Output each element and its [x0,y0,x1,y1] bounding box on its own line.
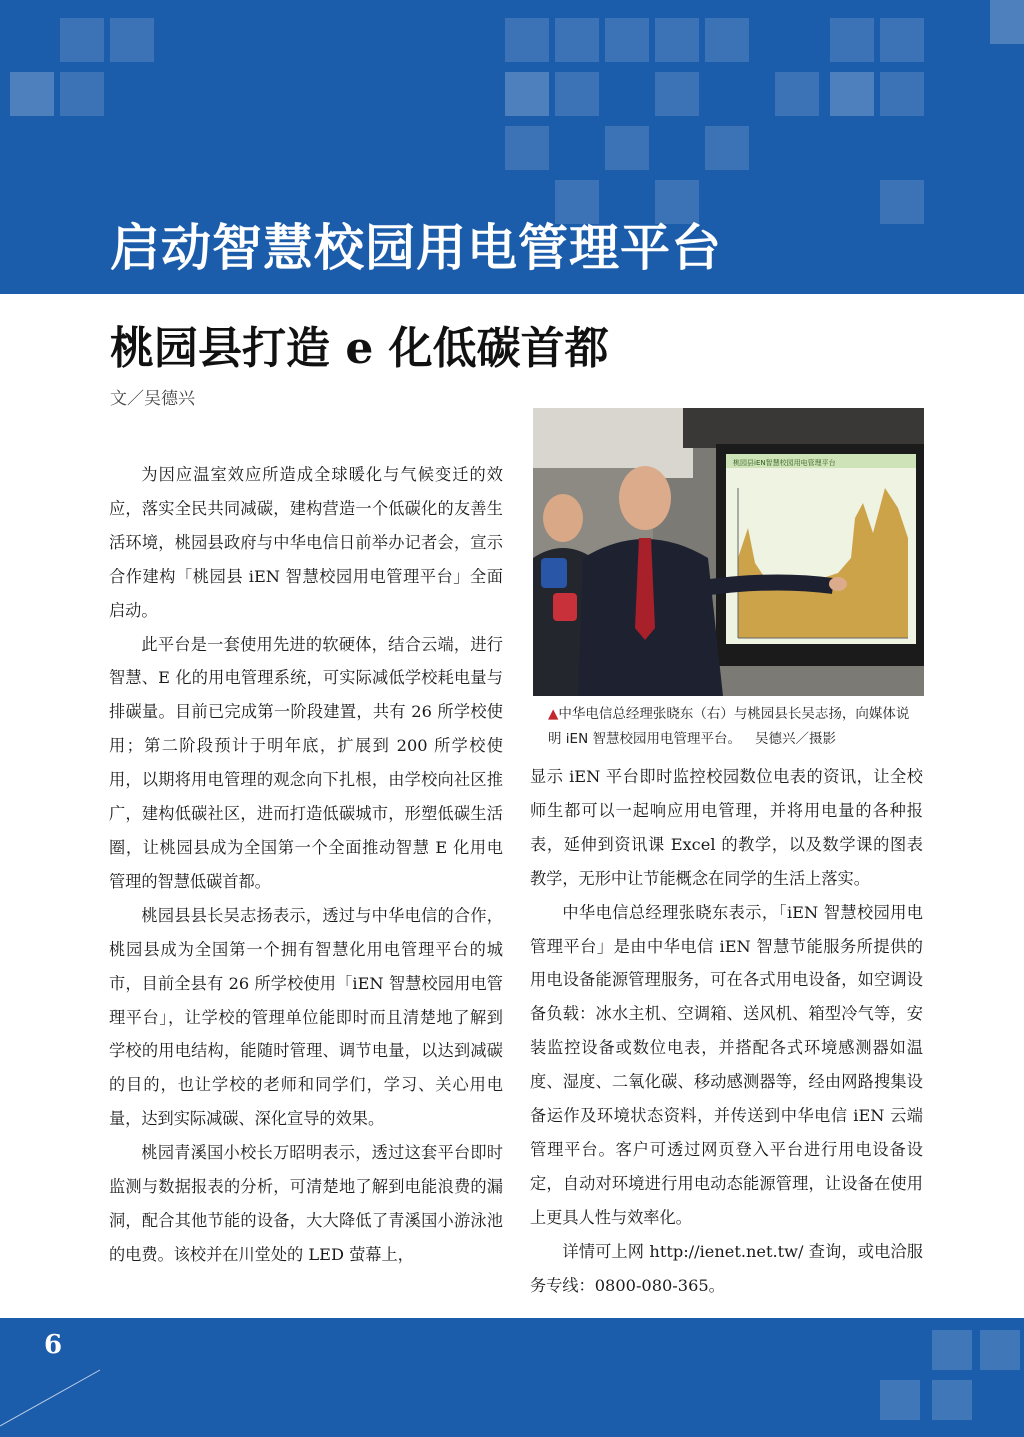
decor-square [880,180,924,224]
paragraph: 桃园县县长吴志扬表示，透过与中华电信的合作，桃园县成为全国第一个拥有智慧化用电管理平台的城市，目前全县有 26 所学校使用「iEN 智慧校园用电管理平台」，让学校的管理单位能即时而且清楚地了解到学校的用电结构，能随时管理、调节电量，以达到减碳的目的，也让学校的老师和同学们，学习、关心用电量，达到实际减碳、深化宣导的效果。 [109,905,503,1129]
screen-title: 桃园县iEN智慧校园用电管理平台 [733,459,836,467]
person-left-head [543,494,583,542]
decor-square [705,126,749,170]
article-right-column [530,760,923,1303]
photo-credit: 吴德兴／摄影 [754,731,836,747]
paragraph: 详情可上网 http://ienet.net.tw/ 查询，或电洽服务专线：0800-080-365。 [530,1241,923,1295]
decor-square [60,72,104,116]
decor-square [880,72,924,116]
press-conference-photo [533,408,924,696]
decor-square [110,18,154,62]
article-subtitle: 桃园县打造 e 化低碳首都 [110,323,609,374]
paragraph: 桃园青溪国小校长万昭明表示，透过这套平台即时监测与数据报表的分析，可清楚地了解到电能浪费的漏洞，配合其他节能的设备，大大降低了青溪国小游泳池的电费。该校并在川堂处的 LED 萤幕上， [109,1143,503,1264]
header-banner [0,0,1024,294]
page-title: 启动智慧校园用电管理平台 [110,219,722,277]
article-left-column [109,458,503,1272]
paragraph: 中华电信总经理张晓东表示，「iEN 智慧校园用电管理平台」是由中华电信 iEN 智慧节能服务所提供的用电设备能源管理服务，可在各式用电设备，如空调设备负载：冰水主机、空调箱、送风机、箱型冷气等，安装监控设备或数位电表，并搭配各式环境感测器如温度、湿度、二氧化碳、移动感测器等，经由网路搜集设备运作及环境状态资料，并传送到中华电信 iEN 云端管理平台。客户可透过网页登入平台进行用电设备设定，自动对环境进行用电动态能源管理，让设备在使用上更具人性与效率化。 [530,902,923,1227]
decor-square [655,18,699,62]
footer-decor-line [0,1318,120,1437]
decor-square [605,18,649,62]
decor-square [980,1330,1020,1370]
article-photo [533,408,924,696]
decor-square [555,18,599,62]
decor-square [555,72,599,116]
person-right-head [619,466,671,530]
decor-square [880,18,924,62]
decor-square [932,1380,972,1420]
caption-marker-icon: ▲ [548,706,559,722]
decor-square [932,1330,972,1370]
photo-caption [548,702,918,752]
decor-square [505,126,549,170]
decor-square [505,18,549,62]
paragraph: 为因应温室效应所造成全球暖化与气候变迁的效应，落实全民共同减碳，建构营造一个低碳化的友善生活环境，桃园县政府与中华电信日前举办记者会，宣示合作建构「桃园县 iEN 智慧校园用电管理平台」全面启动。 [109,465,503,620]
footer-banner [0,1318,1024,1437]
article-byline: 文／吴德兴 [110,389,195,409]
microphone [553,593,577,621]
paragraph: 此平台是一套使用先进的软硬体，结合云端，进行智慧、E 化的用电管理系统，可实际减低学校耗电量与排碳量。目前已完成第一阶段建置，共有 26 所学校使用；第二阶段预计于明年底，扩展到 200 所学校使用，以期将用电管理的观念向下扎根，由学校向社区推广，建构低碳社区，进而打造低碳城市，形塑低碳生活圈，让桃园县成为全国第一个全面推动智慧 E 化用电管理的智慧低碳首都。 [109,634,503,891]
decor-square [655,72,699,116]
page-number: 6 [44,1330,63,1360]
paragraph: 显示 iEN 平台即时监控校园数位电表的资讯，让全校师生都可以一起响应用电管理，并将用电量的各种报表，延伸到资讯课 Excel 的教学，以及数学课的图表教学，无形中让节能概念在同学的生活上落实。 [530,767,923,888]
decor-square [990,0,1024,44]
decor-square [605,126,649,170]
decor-square [505,72,549,116]
decor-square [830,18,874,62]
microphone [541,558,567,588]
decor-square [60,18,104,62]
decor-square [705,18,749,62]
decor-square [10,72,54,116]
decor-square [880,1380,920,1420]
caption-text: 中华电信总经理张晓东（右）与桃园县长吴志扬，向媒体说明 iEN 智慧校园用电管理平台。 [548,706,910,747]
decor-square [775,72,819,116]
decor-square [830,72,874,116]
